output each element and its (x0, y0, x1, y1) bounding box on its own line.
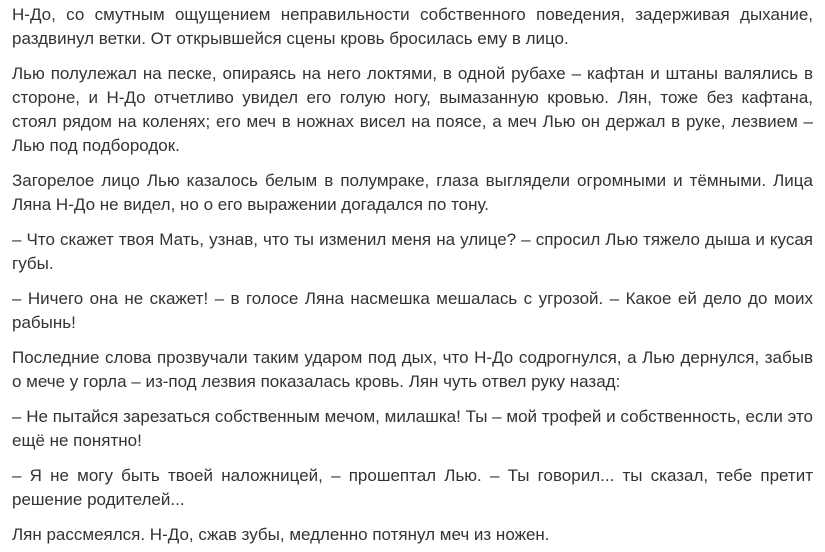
paragraph: Последние слова прозвучали таким ударом под дых, что Н-До содрогнулся, а Лью дернулся, забыв о мече у горла – из-под лезвия показалась кровь. Лян чуть отвел руку назад: (12, 348, 813, 391)
paragraph: – Я не могу быть твоей наложницей, – прошептал Лью. – Ты говорил... ты сказал, тебе претит решение родителей... (12, 466, 813, 509)
paragraph: Загорелое лицо Лью казалось белым в полумраке, глаза выглядели огромными и тёмными. Лица Ляна Н-До не видел, но о его выражении догадался по тону. (12, 171, 813, 214)
paragraph: Лью полулежал на песке, опираясь на него локтями, в одной рубахе – кафтан и штаны валялись в стороне, и Н-До отчетливо увидел его голую ногу, вымазанную кровью. Лян, тоже без кафтана, стоял рядом на коленях; его меч в ножнах висел на поясе, а меч Лью он держал в руке, лезвием – Лью под подбородок. (12, 64, 813, 155)
paragraph: Лян рассмеялся. Н-До, сжав зубы, медленно потянул меч из ножен. (12, 525, 550, 544)
paragraph: – Не пытайся зарезаться собственным мечом, милашка! Ты – мой трофей и собственность, если это ещё не понятно! (12, 407, 813, 450)
paragraph: – Что скажет твоя Мать, узнав, что ты изменил меня на улице? – спросил Лью тяжело дыша и кусая губы. (12, 230, 813, 273)
paragraph: Н-До, со смутным ощущением неправильности собственного поведения, задерживая дыхание, раздвинул ветки. От открывшейся сцены кровь бросилась ему в лицо. (12, 5, 813, 48)
paragraph: – Ничего она не скажет! – в голосе Ляна насмешка мешалась с угрозой. – Какое ей дело до моих рабынь! (12, 289, 813, 332)
